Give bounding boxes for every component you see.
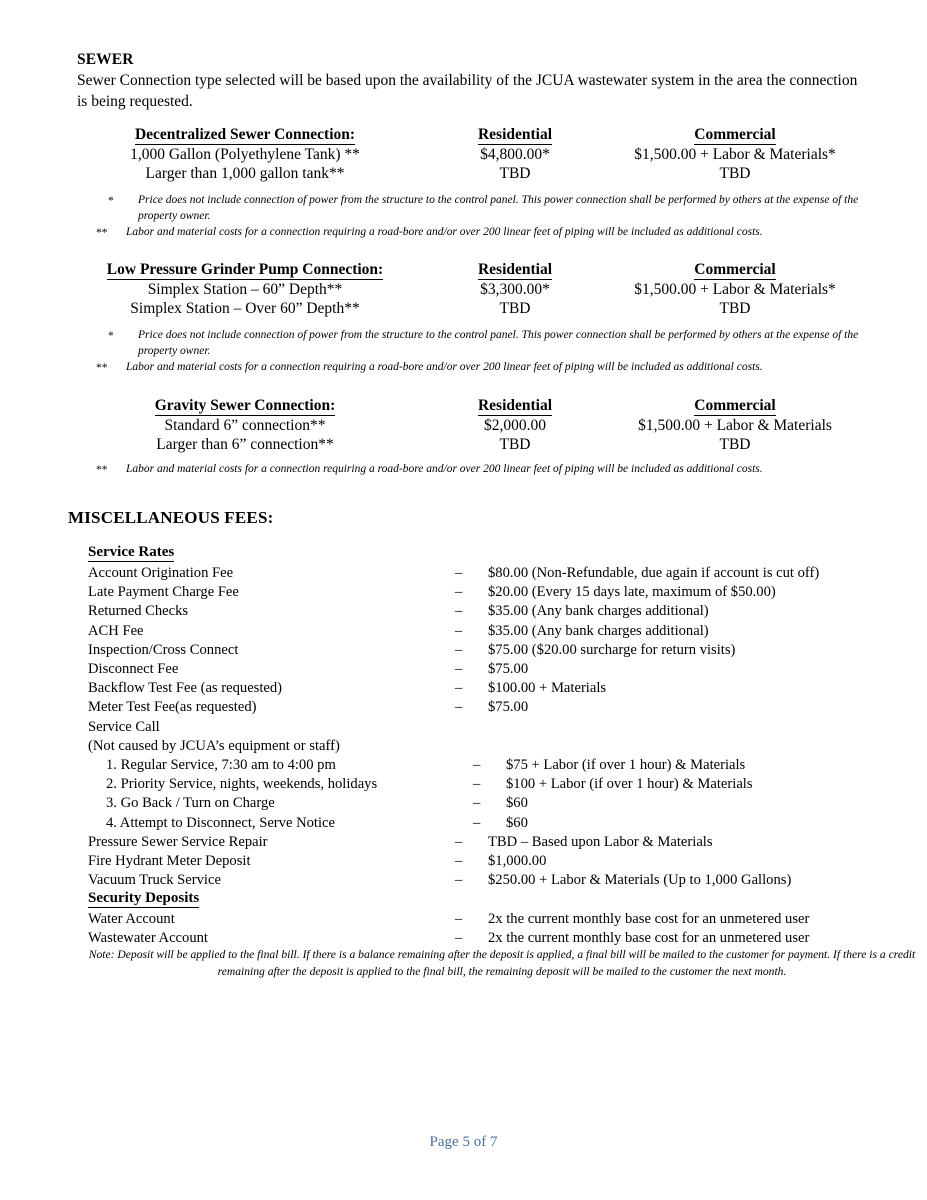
row-commercial-price: $1,500.00 + Labor & Materials* (634, 280, 836, 298)
fee-value (488, 718, 888, 737)
row-commercial-price: TBD (719, 436, 751, 453)
fee-row (88, 871, 888, 890)
column-header-commercial: Commercial (694, 397, 776, 414)
table-row (60, 280, 870, 300)
security-deposits-heading: Security Deposits (88, 890, 200, 906)
column-header-residential: Residential (477, 397, 553, 414)
fee-row (88, 679, 888, 698)
fee-name: Account Origination Fee (88, 565, 234, 581)
fee-name: Water Account (88, 911, 175, 927)
fee-name: 3. Go Back / Turn on Charge (106, 795, 275, 812)
fee-row (88, 756, 888, 775)
sewer-intro-paragraph: Sewer Connection type selected will be based upon the availability of the JCUA wastewater system in the area the connection is being requested. (77, 72, 858, 110)
footnotes-gravity-sewer (96, 462, 896, 480)
fee-name: Disconnect Fee (88, 661, 179, 678)
service-rates-heading: Service Rates (88, 544, 175, 560)
fee-name: (Not caused by JCUA’s equipment or staff) (88, 737, 340, 754)
column-header-residential: Residential (477, 261, 553, 278)
footnote (96, 462, 896, 479)
row-commercial-price: $1,500.00 + Labor & Materials* (634, 145, 836, 163)
fee-dash: – (455, 565, 463, 581)
fee-name: Meter Test Fee(as requested) (88, 699, 257, 716)
footnote-text: Price does not include connection of power from the structure to the control panel. This power connection shall be performed by others at the expense of the property owner. (138, 194, 859, 222)
fee-dash: – (455, 872, 463, 889)
table-header-row (60, 260, 870, 280)
fee-value: $100 + Labor (if over 1 hour) & Materials (506, 776, 753, 793)
footnote-marker: ** (96, 362, 108, 374)
fee-value: $60 (506, 814, 528, 831)
column-header-label: Gravity Sewer Connection: (154, 397, 336, 414)
fee-name: 2. Priority Service, nights, weekends, holidays (106, 776, 378, 793)
footnote (96, 360, 896, 377)
fee-name: Pressure Sewer Service Repair (88, 833, 268, 850)
fee-row (88, 583, 888, 602)
footnote-marker: ** (96, 464, 108, 476)
fee-dash: – (455, 911, 463, 927)
fee-value: $75.00 ($20.00 surcharge for return visits) (488, 641, 736, 658)
fee-value: $75 + Labor (if over 1 hour) & Materials (506, 757, 746, 774)
fee-row (88, 718, 888, 737)
price-table-low-pressure-grinder-pump (60, 260, 870, 319)
miscellaneous-fees-heading: MISCELLANEOUS FEES: (68, 508, 274, 527)
fee-value: $75.00 (488, 699, 529, 716)
table-row (60, 435, 870, 455)
service-rates-section (88, 543, 888, 890)
fee-dash: – (473, 776, 481, 793)
fee-row (88, 660, 888, 679)
row-commercial-price: $1,500.00 + Labor & Materials (638, 416, 832, 434)
fee-name: Service Call (88, 718, 160, 735)
footnotes-low-pressure-grinder-pump (96, 328, 896, 378)
fee-value: 2x the current monthly base cost for an unmetered user (488, 930, 810, 947)
fee-value: $20.00 (Every 15 days late, maximum of $50.00) (488, 584, 776, 601)
fee-row (88, 641, 888, 660)
table-header-row (60, 396, 870, 416)
fee-row (88, 910, 888, 929)
footnote (96, 225, 896, 242)
fee-row (88, 698, 888, 717)
fee-dash: – (455, 622, 463, 639)
fee-value: $1,000.00 (488, 853, 547, 870)
footnote-marker: * (108, 330, 114, 342)
fee-name: Late Payment Charge Fee (88, 584, 239, 601)
fee-row (88, 775, 888, 794)
column-header-residential: Residential (477, 126, 553, 143)
fee-dash: – (455, 603, 463, 620)
fee-value: $250.00 + Labor & Materials (Up to 1,000 Gallons) (488, 872, 792, 889)
row-label: Standard 6” connection** (164, 416, 326, 434)
column-header-commercial: Commercial (694, 261, 776, 278)
table-header-row (60, 125, 870, 145)
fee-value: 2x the current monthly base cost for an unmetered user (488, 911, 810, 927)
fee-dash: – (455, 853, 463, 870)
footnote-text: Labor and material costs for a connection requiring a road-bore and/or over 200 linear feet of piping will be included as additional costs. (126, 463, 763, 475)
fee-row (88, 602, 888, 621)
security-deposits-section (88, 889, 888, 948)
column-header-label: Low Pressure Grinder Pump Connection: (106, 261, 384, 278)
fee-dash: – (455, 680, 463, 697)
fee-value: $75.00 (488, 661, 529, 678)
fee-dash: – (473, 757, 481, 774)
fee-dash: – (455, 930, 463, 947)
footnote-marker: * (108, 195, 114, 207)
fee-value (488, 737, 888, 756)
row-residential-price: TBD (499, 300, 531, 317)
fee-name: Returned Checks (88, 603, 189, 620)
table-row (60, 416, 870, 436)
row-residential-price: $3,300.00* (480, 280, 550, 298)
table-row (60, 299, 870, 319)
fee-dash: – (455, 584, 463, 601)
fee-row (88, 852, 888, 871)
fee-row (88, 833, 888, 852)
price-table-gravity-sewer (60, 396, 870, 455)
row-commercial-price: TBD (719, 165, 751, 182)
footnote (96, 328, 896, 359)
footnote-marker: ** (96, 227, 108, 239)
fee-dash: – (455, 699, 463, 716)
security-deposits-note: Note: Deposit will be applied to the final bill. If there is a balance remaining after the deposit is applied, a final bill will be mailed to the customer for payment. If there is a credit remaining after the deposit is applied to the final bill, the remaining deposit will be mailed to the customer the next month. (88, 948, 916, 978)
footnote-text: Labor and material costs for a connection requiring a road-bore and/or over 200 linear feet of piping will be included as additional costs. (126, 226, 763, 238)
fee-row (88, 814, 888, 833)
footnote-text: Labor and material costs for a connection requiring a road-bore and/or over 200 linear feet of piping will be included as additional costs. (126, 361, 763, 373)
fee-name: Wastewater Account (88, 930, 208, 947)
fee-value: $60 (506, 795, 528, 812)
row-residential-price: TBD (499, 436, 531, 453)
page-footer: Page 5 of 7 (429, 1134, 498, 1150)
row-label: Larger than 6” connection** (156, 436, 334, 453)
fee-row (88, 622, 888, 641)
table-row (60, 164, 870, 184)
fee-dash: – (455, 833, 463, 850)
fee-row (88, 794, 888, 813)
fee-dash: – (455, 661, 463, 678)
fee-value: $80.00 (Non-Refundable, due again if account is cut off) (488, 565, 820, 581)
fee-name: Vacuum Truck Service (88, 872, 221, 889)
column-header-commercial: Commercial (694, 126, 776, 143)
row-residential-price: TBD (499, 165, 531, 182)
fee-dash: – (473, 795, 481, 812)
fee-value: TBD – Based upon Labor & Materials (488, 833, 713, 850)
fee-name: Inspection/Cross Connect (88, 641, 239, 658)
row-label: 1,000 Gallon (Polyethylene Tank) ** (130, 145, 360, 163)
footnote (96, 193, 896, 224)
table-row (60, 145, 870, 165)
fee-row (88, 737, 888, 756)
price-table-decentralized-sewer (60, 125, 870, 184)
row-commercial-price: TBD (719, 300, 751, 317)
fee-value: $100.00 + Materials (488, 680, 607, 697)
fee-value: $35.00 (Any bank charges additional) (488, 603, 709, 620)
fee-name: Fire Hydrant Meter Deposit (88, 853, 251, 870)
fee-name: Backflow Test Fee (as requested) (88, 680, 283, 697)
row-label: Simplex Station – 60” Depth** (147, 280, 343, 298)
column-header-label: Decentralized Sewer Connection: (134, 126, 356, 143)
fee-name: ACH Fee (88, 622, 144, 639)
row-residential-price: $4,800.00* (480, 145, 550, 163)
footnote-text: Price does not include connection of power from the structure to the control panel. This power connection shall be performed by others at the expense of the property owner. (138, 329, 859, 357)
row-label: Larger than 1,000 gallon tank** (145, 165, 345, 182)
fee-row (88, 564, 888, 583)
row-label: Simplex Station – Over 60” Depth** (130, 300, 360, 317)
fee-dash: – (455, 641, 463, 658)
fee-name: 1. Regular Service, 7:30 am to 4:00 pm (106, 757, 336, 774)
fee-name: 4. Attempt to Disconnect, Serve Notice (106, 814, 335, 831)
fee-value: $35.00 (Any bank charges additional) (488, 622, 709, 639)
footnotes-decentralized-sewer (96, 193, 896, 243)
sewer-section-heading: SEWER (77, 51, 134, 68)
row-residential-price: $2,000.00 (484, 416, 546, 434)
fee-dash: – (473, 814, 481, 831)
